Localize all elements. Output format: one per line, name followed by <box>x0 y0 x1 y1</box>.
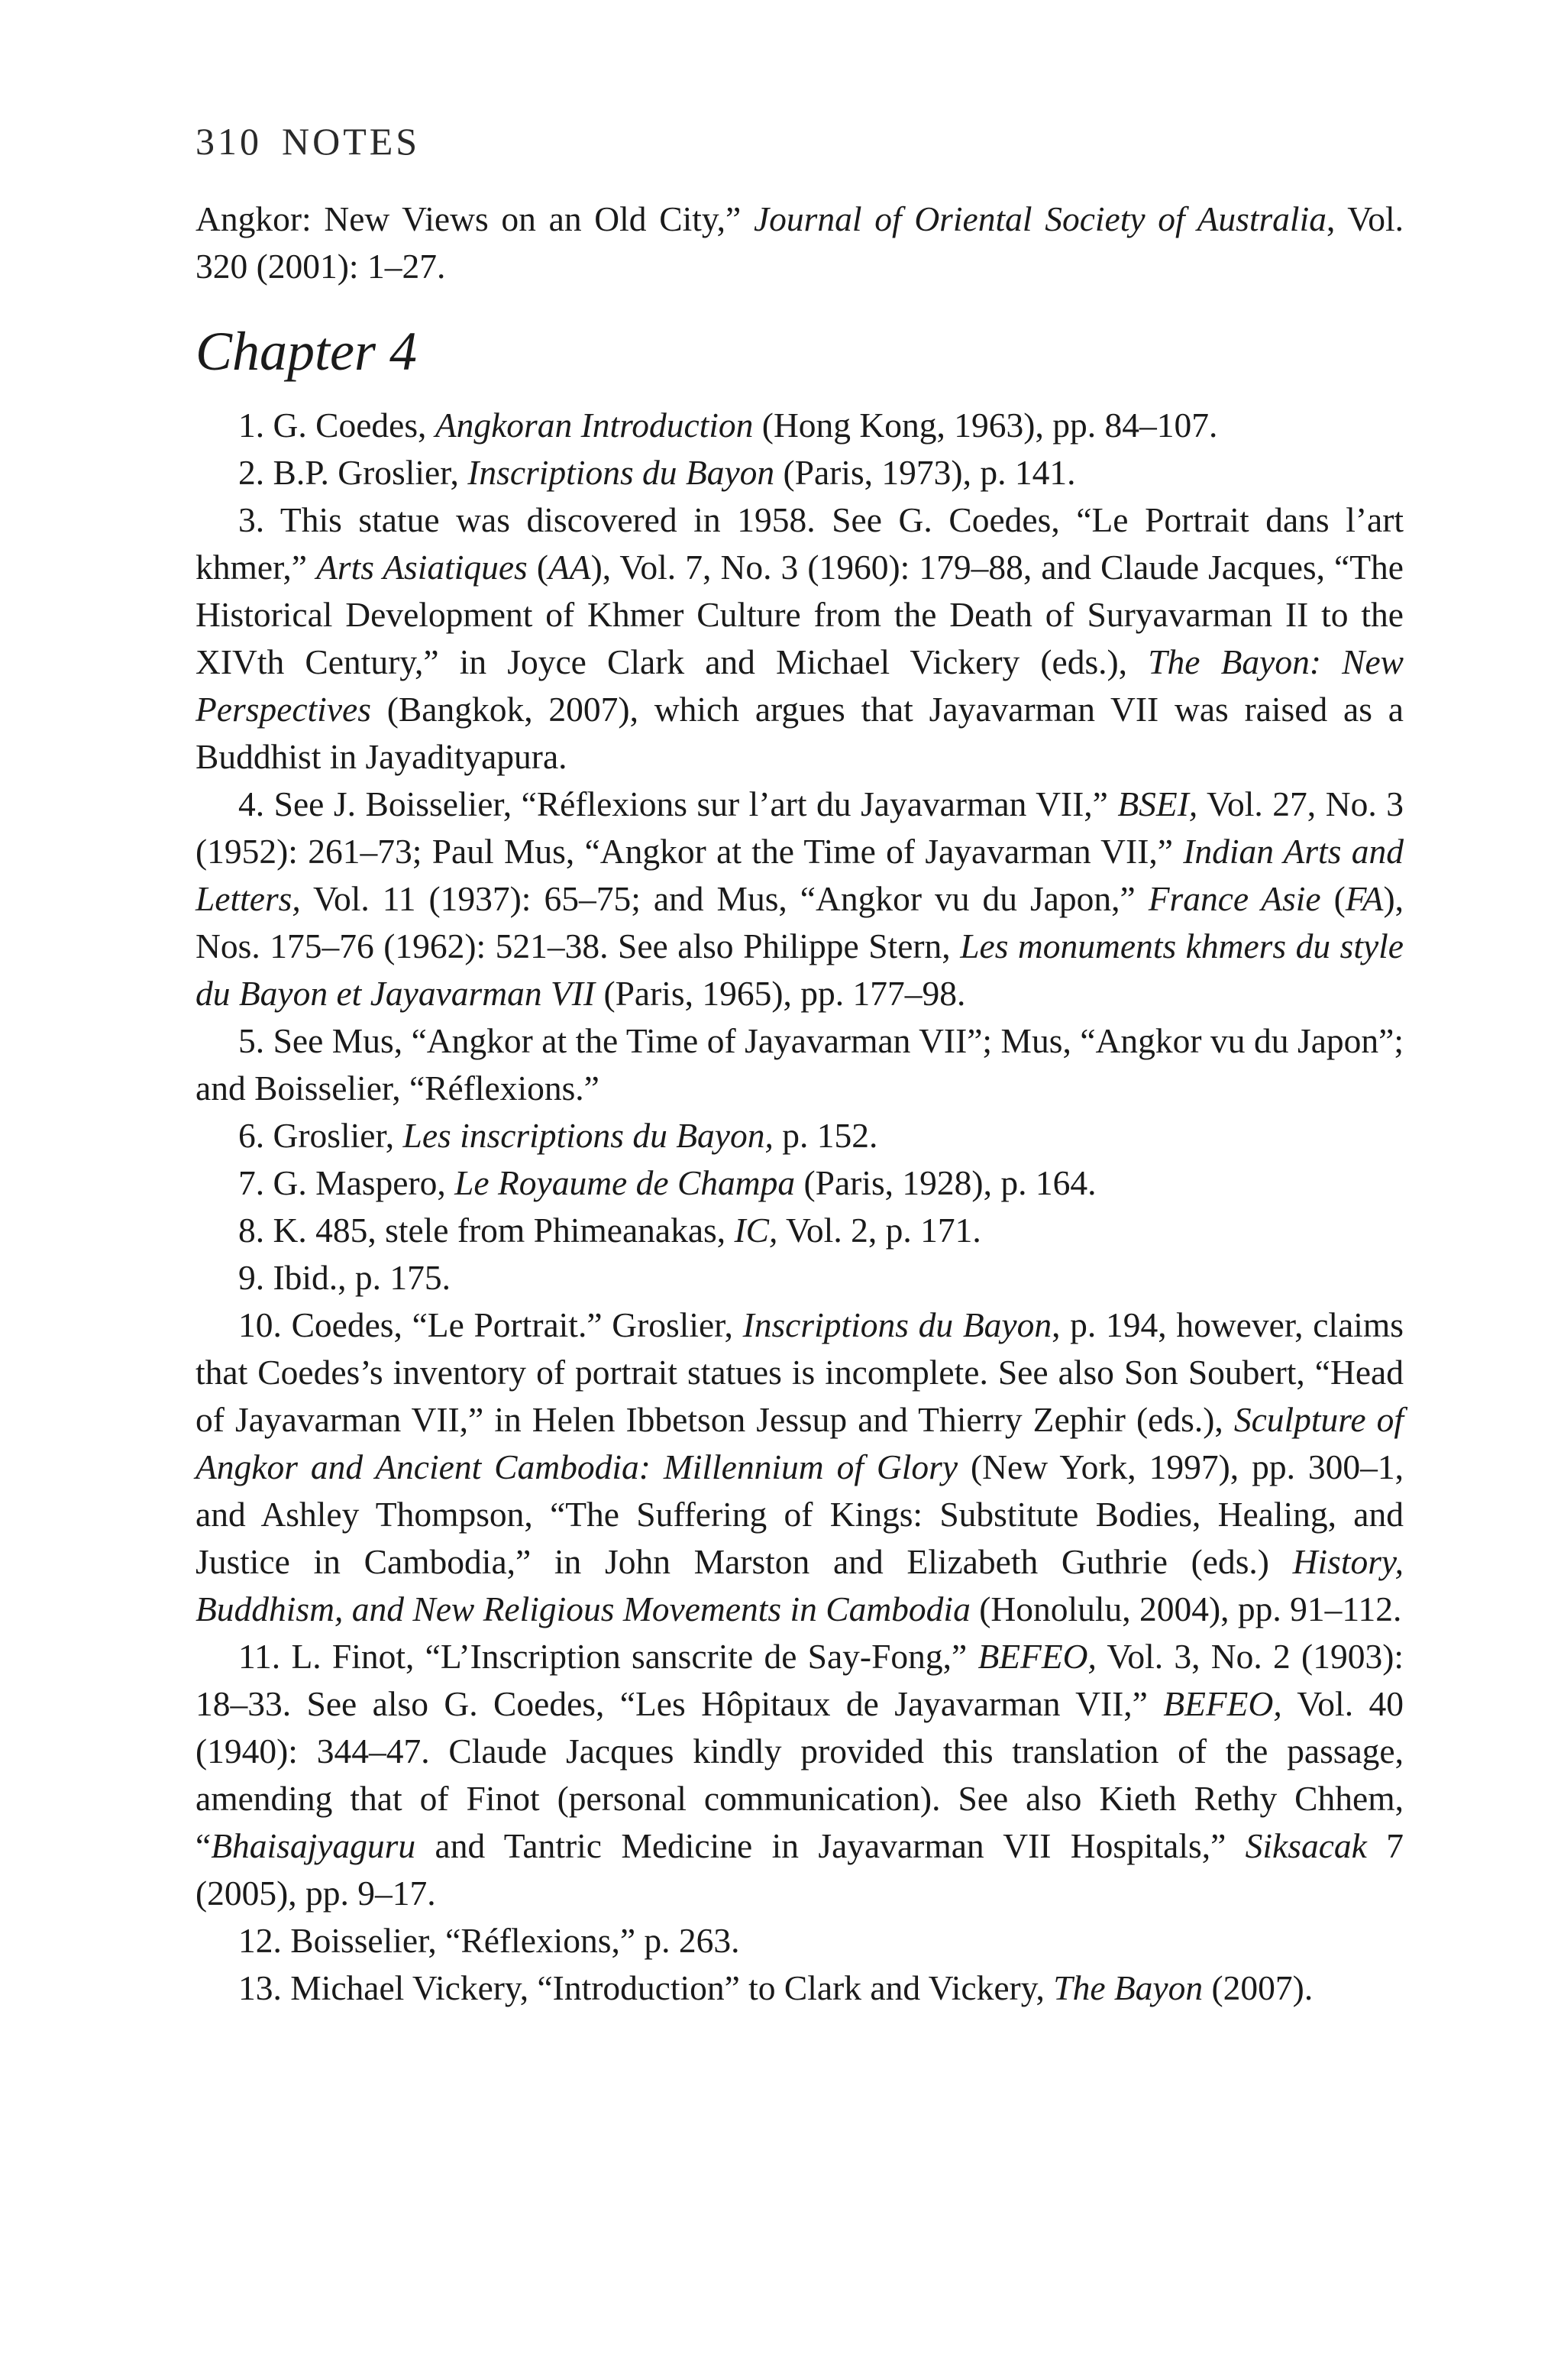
note-1: 1. G. Coedes, Angkoran Introduction (Hong Kong, 1963), pp. 84–107. <box>238 406 1218 445</box>
note-3: 3. This statue was discovered in 1958. See G. Coedes, “Le Portrait dans l’art khmer,” Arts Asiatiques (AA), Vol. 7, No. 3 (1960): 179–88, and Claude Jacques, “The Historical Development of Khmer Culture from the Death of Suryavarman II to the XIVth Century,” in Joyce Clark and Michael Vickery (eds.), The Bayon: New Perspectives (Bangkok, 2007), which argues that Jayavarman VII was raised as a Buddhist in Jayadityapura. <box>196 500 1404 776</box>
note-6: 6. Groslier, Les inscriptions du Bayon, p. 152. <box>238 1116 878 1155</box>
page-number: 310 <box>196 120 262 163</box>
note-7: 7. G. Maspero, Le Royaume de Champa (Paris, 1928), p. 164. <box>238 1163 1097 1202</box>
chapter-heading: Chapter 4 <box>196 321 418 382</box>
note-9: 9. Ibid., p. 175. <box>238 1258 451 1297</box>
note-10: 10. Coedes, “Le Portrait.” Groslier, Inscriptions du Bayon, p. 194, however, claims that Coedes’s inventory of portrait statues is incomplete. See also Son Soubert, “Head of Jayavarman VII,” in Helen Ibbetson Jessup and Thierry Zephir (eds.), Sculpture of Angkor and Ancient Cambodia: Millennium of Glory (New York, 1997), pp. 300–1, and Ashley Thompson, “The Suffering of Kings: Substitute Bodies, Healing, and Justice in Cambodia,” in John Marston and Elizabeth Guthrie (eds.) History, Buddhism, and New Religious Movements in Cambodia (Honolulu, 2004), pp. 91–112. <box>196 1305 1404 1628</box>
note-4: 4. See J. Boisselier, “Réflexions sur l’art du Jayavarman VII,” BSEI, Vol. 27, No. 3 (1952): 261–73; Paul Mus, “Angkor at the Time of Jayavarman VII,” Indian Arts and Letters, Vol. 11 (1937): 65–75; and Mus, “Angkor vu du Japon,” France Asie (FA), Nos. 175–76 (1962): 521–38. See also Philippe Stern, Les monuments khmers du style du Bayon et Jayavarman VII (Paris, 1965), pp. 177–98. <box>196 784 1404 1013</box>
book-page <box>196 122 1404 2012</box>
note-8: 8. K. 485, stele from Phimeanakas, IC, Vol. 2, p. 171. <box>238 1211 981 1250</box>
section-title: NOTES <box>282 120 421 163</box>
note-2: 2. B.P. Groslier, Inscriptions du Bayon (Paris, 1973), p. 141. <box>238 453 1076 492</box>
note-12: 12. Boisselier, “Réflexions,” p. 263. <box>238 1921 740 1960</box>
running-head <box>196 120 1404 163</box>
note-11: 11. L. Finot, “L’Inscription sanscrite de Say-Fong,” BEFEO, Vol. 3, No. 2 (1903): 18–33. See also G. Coedes, “Les Hôpitaux de Jayavarman VII,” BEFEO, Vol. 40 (1940): 344–47. Claude Jacques kindly provided this translation of the passage, amending that of Finot (personal communication). See also Kieth Rethy Chhem, “Bhaisajyaguru and Tantric Medicine in Jayavarman VII Hospitals,” Siksacak 7 (2005), pp. 9–17. <box>196 1637 1404 1913</box>
continued-note: Angkor: New Views on an Old City,” Journal of Oriental Society of Australia, Vol. 320 (2001): 1–27. <box>196 199 1404 286</box>
note-5: 5. See Mus, “Angkor at the Time of Jayavarman VII”; Mus, “Angkor vu du Japon”; and Boisselier, “Réflexions.” <box>196 1021 1404 1108</box>
note-13: 13. Michael Vickery, “Introduction” to Clark and Vickery, The Bayon (2007). <box>238 1968 1314 2007</box>
